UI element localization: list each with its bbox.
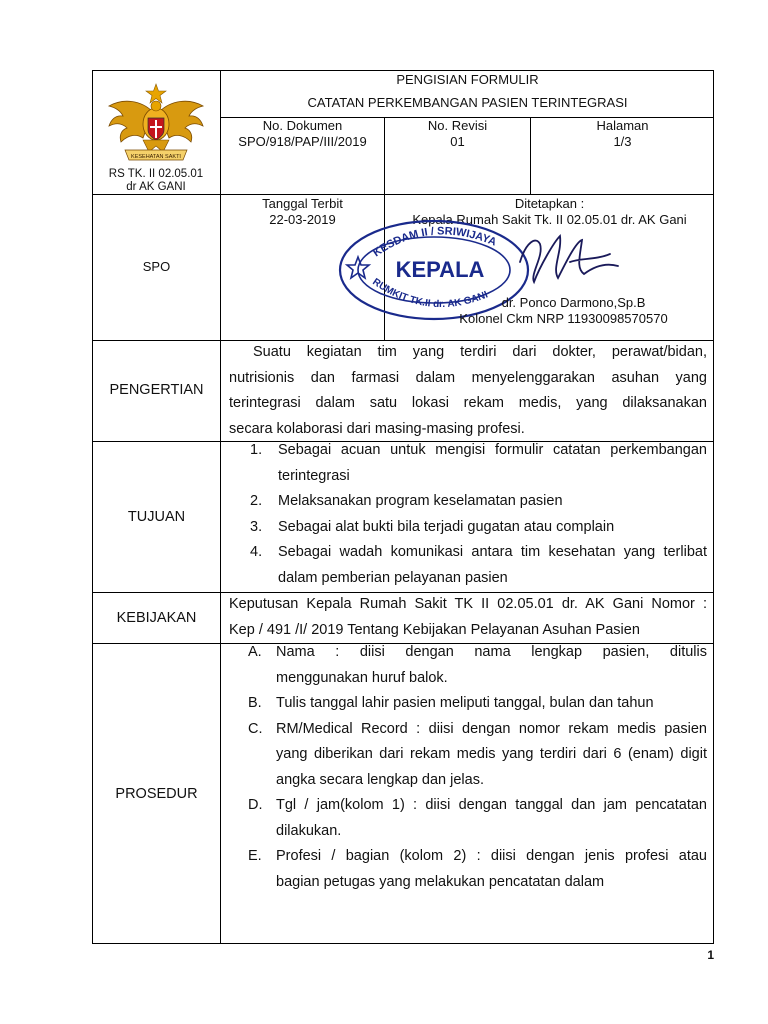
tanggal-terbit-cell: Tanggal Terbit 22-03-2019 xyxy=(262,196,343,227)
hospital-logo xyxy=(103,82,209,168)
kebijakan-text: Keputusan Kepala Rumah Sakit TK II 02.05.01 dr. AK Gani Nomor : Kep / 491 /I/ 2019 Tentang Kebijakan Pelayanan Asuhan Pasien xyxy=(229,596,707,638)
list-item: 4. Sebagai wadah komunikasi antara tim kesehatan yang terlibat dalam pemberian pelayanan pasien xyxy=(250,544,707,586)
logo-caption: RS TK. II 02.05.01 dr AK GANI xyxy=(108,168,204,193)
no-revisi-cell: No. Revisi 01 xyxy=(427,118,488,149)
list-item: A. Nama : diisi dengan nama lengkap pasien, ditulis menggunakan huruf balok. xyxy=(248,644,707,686)
tujuan-label: TUJUAN xyxy=(127,509,186,525)
svg-text:KESDAM II / SRIWIJAYA: KESDAM II / SRIWIJAYA xyxy=(370,225,499,260)
list-item: 1. Sebagai acuan untuk mengisi formulir catatan perkembangan terintegrasi xyxy=(250,442,707,484)
pengertian-line: terintegrasi dalam satu lokasi rekam medis, yang dilaksanakan xyxy=(229,395,707,411)
svg-text:KEPALA: KEPALA xyxy=(395,257,485,282)
pengertian-text xyxy=(229,340,707,442)
signature xyxy=(500,222,640,292)
list-item: 2. Melaksanakan program keselamatan pasien xyxy=(250,493,563,509)
halaman-cell: Halaman 1/3 xyxy=(596,118,649,149)
prosedur-list xyxy=(248,640,707,895)
list-item: D. Tgl / jam(kolom 1) : diisi dengan tanggal dan jam pencatatan dilakukan. xyxy=(248,797,707,839)
svg-text:RUMKIT TK.II dr. AK GANI: RUMKIT TK.II dr. AK GANI xyxy=(370,276,490,311)
prosedur-label: PROSEDUR xyxy=(115,786,198,802)
list-item: C. RM/Medical Record : diisi dengan nomor rekam medis pasien yang diberikan dari rekam medis yang terdiri dari 6 (enam) digit angka secara lengkap dan jelas. xyxy=(248,720,707,788)
pengertian-line: secara kolaborasi dari masing-masing profesi. xyxy=(229,420,525,437)
spo-label: SPO xyxy=(142,259,171,274)
kebijakan-label: KEBIJAKAN xyxy=(116,610,197,626)
signer-block: dr. Ponco Darmono,Sp.B Kolonel Ckm NRP 11930098570570 xyxy=(459,295,668,326)
pengertian-label: PENGERTIAN xyxy=(109,382,204,398)
no-dokumen-cell: No. Dokumen SPO/918/PAP/III/2019 xyxy=(238,118,367,149)
list-item: 3. Sebagai alat bukti bila terjadi gugatan atau complain xyxy=(250,518,615,535)
tujuan-list xyxy=(250,438,707,591)
list-item: B. Tulis tanggal lahir pasien meliputi tanggal, bulan dan tahun xyxy=(248,695,654,711)
list-item: E. Profesi / bagian (kolom 2) : diisi dengan jenis profesi atau bagian petugas yang melakukan pencatatan dalam xyxy=(248,848,707,890)
document-title: PENGISIAN FORMULIR CATATAN PERKEMBANGAN PASIEN TERINTEGRASI xyxy=(307,72,628,110)
pengertian-line: Suatu kegiatan tim yang terdiri dari dokter, perawat/bidan, xyxy=(253,344,707,360)
page-number: 1 xyxy=(707,948,714,962)
svg-text:KESEHATAN SAKTI: KESEHATAN SAKTI xyxy=(131,154,181,160)
pengertian-line: nutrisionis dan farmasi dalam menyelenggarakan asuhan yang xyxy=(229,369,707,386)
ditetapkan-cell: Ditetapkan : Kepala Rumah Sakit Tk. II 02.05.01 dr. AK Gani xyxy=(412,196,687,227)
